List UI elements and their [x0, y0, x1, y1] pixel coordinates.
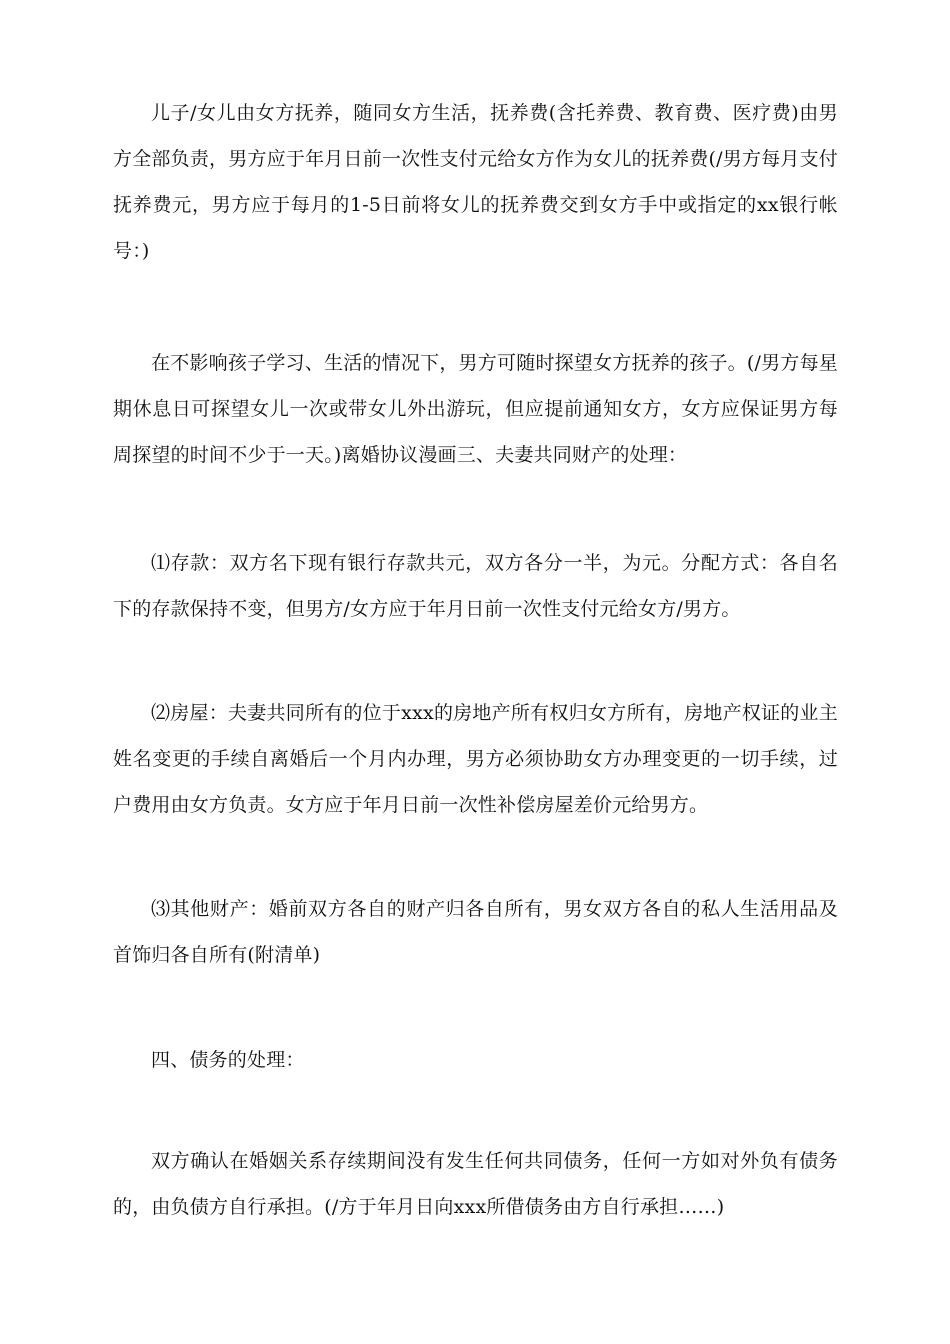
- paragraph-savings: ⑴存款：双方名下现有银行存款共元，双方各分一半，为元。分配方式：各自名下的存款保持不变，但男方/女方应于年月日前一次性支付元给女方/男方。: [113, 552, 838, 620]
- paragraph-visitation: 在不影响孩子学习、生活的情况下，男方可随时探望女方抚养的孩子。(/男方每星期休息日可探望女儿一次或带女儿外出游玩，但应提前通知女方，女方应保证男方每周探望的时间不少于一天。)离婚协议漫画三、夫妻共同财产的处理：: [113, 352, 838, 466]
- section-heading-debts: 四、债务的处理：: [151, 1049, 305, 1071]
- paragraph-housing: ⑵房屋：夫妻共同所有的位于xxx的房地产所有权归女方所有，房地产权证的业主姓名变更的手续自离婚后一个月内办理，男方必须协助女方办理变更的一切手续，过户费用由女方负责。女方应于年月日前一次性补偿房屋差价元给男方。: [113, 702, 838, 816]
- paragraph-debts: 双方确认在婚姻关系存续期间没有发生任何共同债务，任何一方如对外负有债务的，由负债方自行承担。(/方于年月日向xxx所借债务由方自行承担……): [113, 1150, 838, 1218]
- paragraph-child-custody: 儿子/女儿由女方抚养，随同女方生活，抚养费(含托养费、教育费、医疗费)由男方全部负责，男方应于年月日前一次性支付元给女方作为女儿的抚养费(/男方每月支付抚养费元，男方应于每月的1-5日前将女儿的抚养费交到女方手中或指定的xx银行帐号：): [113, 102, 838, 262]
- paragraph-other-property: ⑶其他财产：婚前双方各自的财产归各自所有，男女双方各自的私人生活用品及首饰归各自所有(附清单): [113, 898, 838, 966]
